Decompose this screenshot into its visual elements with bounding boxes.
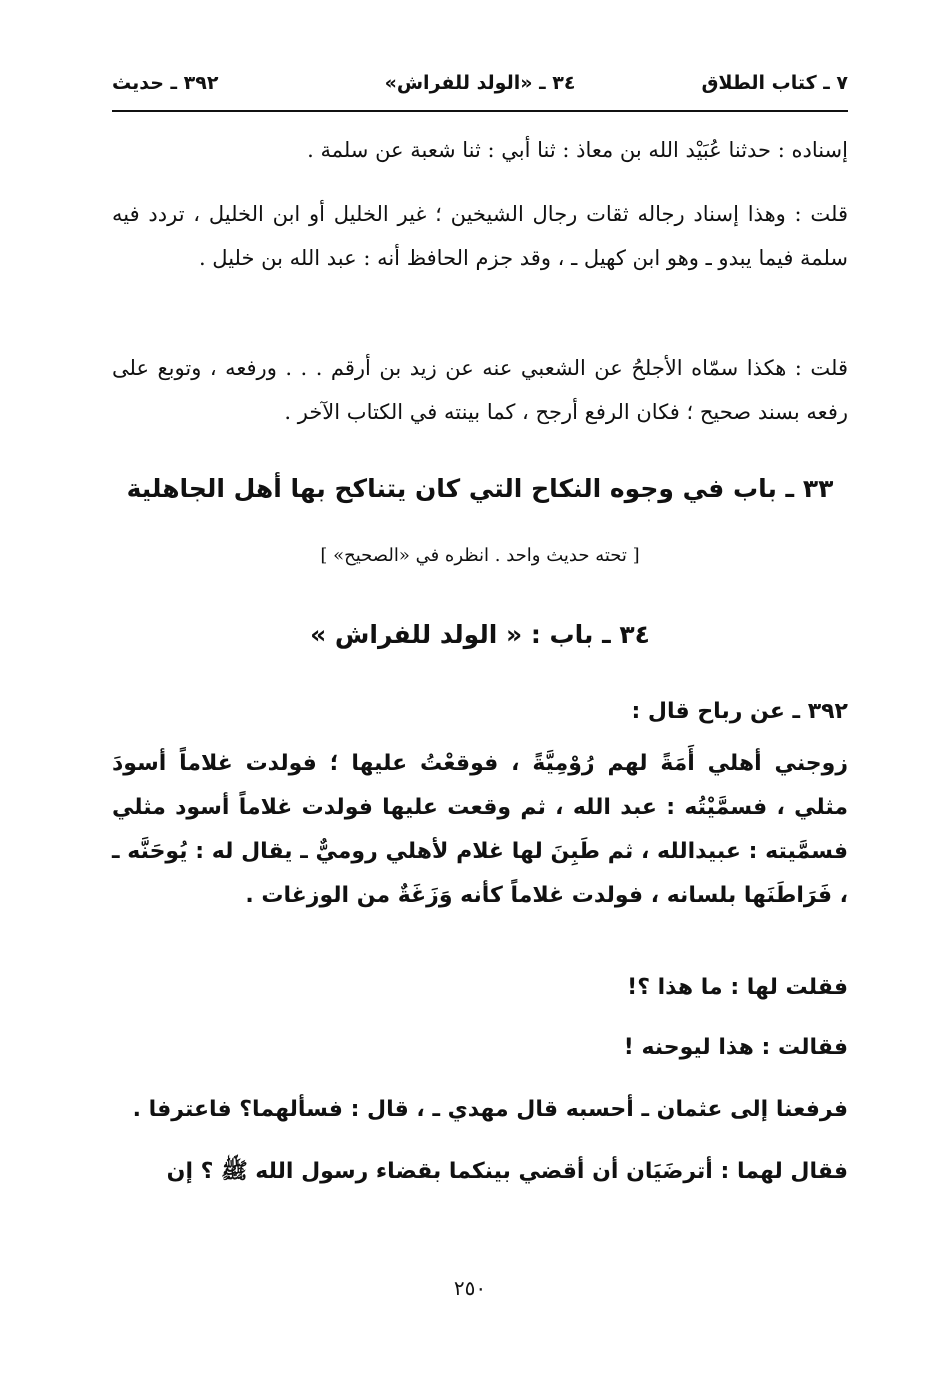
running-header bbox=[112, 70, 848, 112]
hadith-text-1: زوجني أهلي أَمَةً لهم رُوْمِيَّةً ، فوقعْتُ عليها ؛ فولدت غلاماً أسودَ مثلي ، فسمَّيْتُه : عبد الله ، ثم وقعت عليها فولدت غلاماً أسود مثلي فسمَّيته : عبيدالله ، ثم طَبِنَ لها غلام لأهلي روميٌّ ـ يقال له : يُوحَنَّه ـ ، فَرَاطَنَها بلسانه ، فولدت غلاماً كأنه وَزَغَةٌ من الوزغات . bbox=[112, 751, 848, 908]
header-hadith-number: ٣٩٢ ـ حديث bbox=[112, 72, 219, 94]
commentary-paragraph-1: قلت : وهذا إسناد رجاله ثقات رجال الشيخين ؛ غير الخليل أو ابن الخليل ، تردد فيه سلمة فيما يبدو ـ وهو ابن كهيل ـ ، وقد جزم الحافظ أنه : عبد الله بن خليل . bbox=[112, 202, 848, 270]
hadith-intro: ٣٩٢ ـ عن رباح قال : bbox=[631, 699, 848, 724]
header-book-title: ٧ ـ كتاب الطلاق bbox=[701, 72, 848, 94]
section-33-note: [ تحته حديث واحد . انظره في «الصحيح» ] bbox=[320, 545, 640, 566]
header-chapter-title: ٣٤ ـ «الولد للفراش» bbox=[384, 72, 576, 94]
page-number: ٢٥٠ bbox=[453, 1276, 487, 1300]
hadith-text-4: فرفعنا إلى عثمان ـ أحسبه قال مهدي ـ ، قال : فسألهما؟ فاعترفا . bbox=[132, 1097, 848, 1122]
commentary-paragraph-2: قلت : هكذا سمّاه الأجلحُ عن الشعبي عنه عن زيد بن أرقم . . . ورفعه ، وتوبع على رفعه بسند صحيح ؛ فكان الرفع أرجح ، كما بينته في الكتاب الآخر . bbox=[112, 356, 848, 424]
isnad-paragraph: إسناده : حدثنا عُبَيْد الله بن معاذ : ثنا أبي : ثنا شعبة عن سلمة . bbox=[307, 138, 848, 162]
section-34-title: ٣٤ ـ باب : « الولد للفراش » bbox=[310, 620, 650, 649]
hadith-text-3: فقالت : هذا ليوحنه ! bbox=[623, 1035, 848, 1060]
section-33-title: ٣٣ ـ باب في وجوه النكاح التي كان يتناكح بها أهل الجاهلية bbox=[126, 474, 834, 503]
hadith-text-2: فقلت لها : ما هذا ؟! bbox=[627, 975, 848, 1000]
hadith-text-5: فقال لهما : أترضَيَان أن أقضي بينكما بقضاء رسول الله ﷺ ؟ إن bbox=[166, 1159, 848, 1184]
